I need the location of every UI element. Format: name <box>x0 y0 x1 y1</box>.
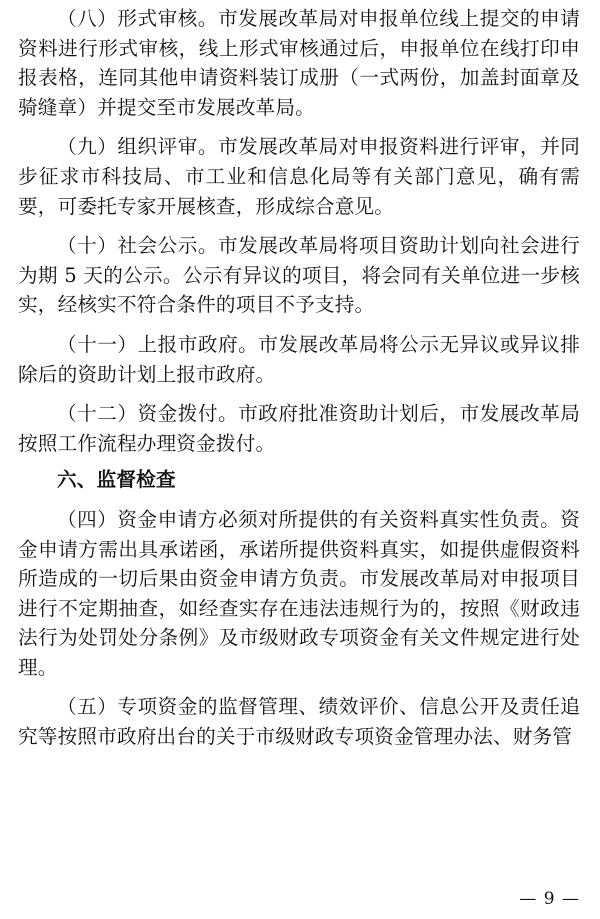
paragraph-formal-review: （八）形式审核。市发展改革局对申报单位线上提交的申请资料进行形式审核，线上形式审核通过后，申报单位在线打印申报表格，连同其他申请资料装订成册（一式两份，加盖封面章及骑缝章）并提交至市发展改革局。 <box>18 7 580 119</box>
document-body <box>18 4 580 752</box>
page-number: — 9 — <box>519 889 580 909</box>
section-heading-supervision: 六、监督检查 <box>57 468 176 492</box>
paragraph-applicant-responsibility: （四）资金申请方必须对所提供的有关资料真实性负责。资金申请方需出具承诺函，承诺所提供资料真实，如提供虚假资料所造成的一切后果由资金申请方负责。市发展改革局对申报项目进行不定期抽查，如经查实存在违法违规行为的，按照《财政违法行为处罚处分条例》及市级财政专项资金有关文件规定进行处理。 <box>18 507 580 679</box>
paragraph-report-government: （十一）上报市政府。市发展改革局将公示无异议或异议排除后的资助计划上报市政府。 <box>18 332 580 386</box>
paragraph-public-notice: （十）社会公示。市发展改革局将项目资助计划向社会进行为期 5 天的公示。公示有异议的项目，将会同有关单位进一步核实，经核实不符合条件的项目不予支持。 <box>18 234 580 317</box>
paragraph-fund-disbursement: （十二）资金拨付。市政府批准资助计划后，市发展改革局按照工作流程办理资金拨付。 <box>18 402 580 455</box>
paragraph-organize-review: （九）组织评审。市发展改革局对申报资料进行评审，并同步征求市科技局、市工业和信息化局等有关部门意见，确有需要，可委托专家开展核查，形成综合意见。 <box>18 135 580 218</box>
paragraph-fund-supervision: （五）专项资金的监督管理、绩效评价、信息公开及责任追究等按照市政府出台的关于市级财政专项资金管理办法、财务管 <box>18 695 580 749</box>
